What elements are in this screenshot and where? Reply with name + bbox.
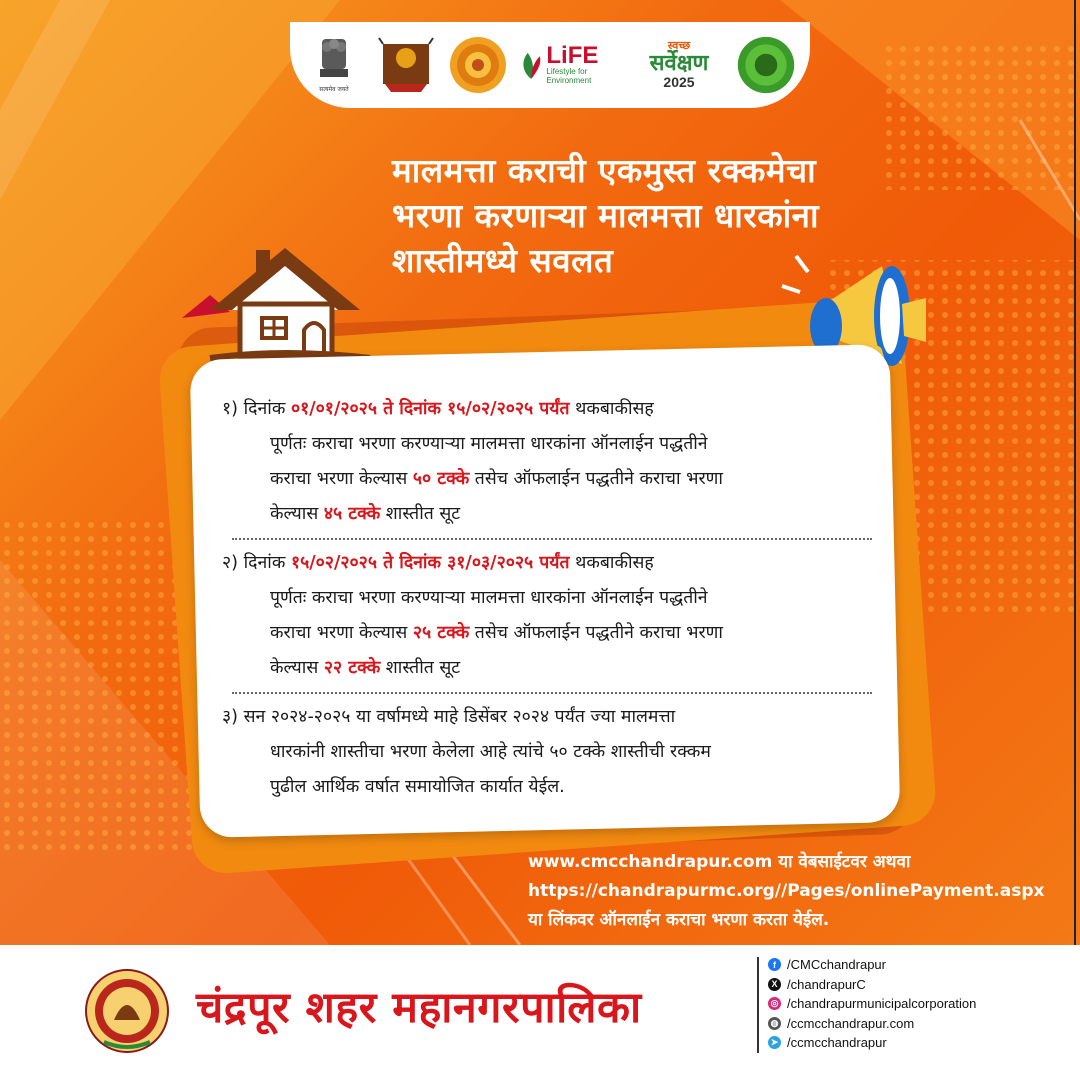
item-after: थकबाकीसह <box>569 399 654 419</box>
item-prefix: १) दिनांक <box>222 399 291 419</box>
social-row-instagram[interactable] <box>768 994 1078 1014</box>
item-date-range: १५/०२/२०२५ ते दिनांक ३१/०३/२०२५ पर्यंत <box>290 553 570 573</box>
emblem-caption: सत्यमेव जयते <box>319 86 349 93</box>
swachh-survekshan-logo <box>633 40 725 89</box>
social-handle[interactable]: /chandrapurC <box>787 976 866 992</box>
item-online-percent: २५ टक्के <box>412 623 470 643</box>
payment-note: या लिंकवर ऑनलाईन कराचा भरणा करता येईल. <box>528 910 830 930</box>
list-item <box>222 546 882 686</box>
item-line-3-c: तसेच ऑफलाईन पद्धतीने कराचा भरणा <box>469 623 723 643</box>
website-line[interactable]: www.cmcchandrapur.com या वेबसाईटवर अथवा <box>528 852 911 872</box>
corporation-seal-icon <box>84 968 170 1054</box>
list-item <box>222 700 882 805</box>
social-handle[interactable]: /ccmcchandrapur <box>787 1035 887 1051</box>
swachh-mid-text: सर्वेक्षण <box>649 50 709 76</box>
item-line-2: धारकांनी शास्तीचा भरणा केलेला आहे त्यांचे ५० टक्के शास्तीची रक्कम <box>270 742 711 762</box>
headline-line-3: शास्तीमध्ये सवलत <box>392 241 614 280</box>
social-handle[interactable]: /CMCchandrapur <box>787 957 886 973</box>
footer-divider <box>757 957 759 1053</box>
item-line-4-a: केल्यास <box>270 658 324 678</box>
headline-line-1: मालमत्ता कराची एकमुस्त रक्कमेचा <box>392 151 817 190</box>
state-seal-icon <box>447 34 509 96</box>
social-row-telegram[interactable] <box>768 1033 1078 1053</box>
social-handle[interactable]: /chandrapurmunicipalcorporation <box>787 996 977 1012</box>
item-line-1: ३) सन २०२४-२०२५ या वर्षामध्ये माहे डिसेंबर २०२४ पर्यंत ज्या मालमत्ता <box>222 707 676 727</box>
life-word: LiFE <box>546 42 599 70</box>
swachh-top-text: स्वच्छ <box>667 39 691 53</box>
city-mascot-icon <box>735 34 797 96</box>
web-icon: ◍ <box>768 1017 781 1030</box>
item-prefix: २) दिनांक <box>222 553 291 573</box>
item-line-4-c: शास्तीत सूट <box>380 504 461 524</box>
life-subtitle: Lifestyle for Environment <box>546 67 592 85</box>
item-line-2: पूर्णतः कराचा भरणा करण्याऱ्या मालमत्ता धारकांना ऑनलाईन पद्धतीने <box>270 588 708 608</box>
list-item <box>222 392 882 532</box>
leaf-icon <box>519 47 543 83</box>
logos-bar <box>290 22 810 108</box>
item-after: थकबाकीसह <box>569 553 654 573</box>
item-line-4-c: शास्तीत सूट <box>380 658 461 678</box>
instagram-icon: ◎ <box>768 997 781 1010</box>
social-row-facebook[interactable] <box>768 955 1078 975</box>
item-line-2: पूर्णतः कराचा भरणा करण्याऱ्या मालमत्ता धारकांना ऑनलाईन पद्धतीने <box>270 434 708 454</box>
headline-line-2: भरणा करणाऱ्या मालमत्ता धारकांना <box>392 196 820 235</box>
item-offline-percent: २२ टक्के <box>323 658 381 678</box>
social-row-x[interactable] <box>768 975 1078 995</box>
info-card-content <box>222 392 882 805</box>
swachh-year: 2025 <box>663 73 695 90</box>
payment-info <box>528 848 1048 935</box>
corporation-name: चंद्रपूर शहर महानगरपालिका <box>196 983 642 1033</box>
item-line-3-a: कराचा भरणा केल्यास <box>270 623 413 643</box>
dotted-divider <box>232 538 872 540</box>
maharashtra-emblem-icon <box>375 34 437 96</box>
telegram-icon: ➤ <box>768 1036 781 1049</box>
national-emblem-icon <box>303 34 365 96</box>
facebook-icon: f <box>768 958 781 971</box>
payment-link[interactable]: https://chandrapurmc.org//Pages/onlinePayment.aspx <box>528 881 1045 901</box>
item-date-range: ०१/०१/२०२५ ते दिनांक १५/०२/२०२५ पर्यंत <box>290 399 570 419</box>
right-edge-line <box>1074 0 1076 945</box>
dotted-divider <box>232 692 872 694</box>
social-row-web[interactable] <box>768 1014 1078 1034</box>
social-handle[interactable]: /ccmcchandrapur.com <box>787 1015 915 1031</box>
item-online-percent: ५० टक्के <box>412 469 470 489</box>
item-line-4-a: केल्यास <box>270 504 324 524</box>
item-line-3-a: कराचा भरणा केल्यास <box>270 469 413 489</box>
item-line-3: पुढील आर्थिक वर्षात समायोजित कार्यात येईल. <box>270 777 565 797</box>
life-logo <box>519 34 623 96</box>
social-links <box>768 955 1078 1053</box>
item-line-3-c: तसेच ऑफलाईन पद्धतीने कराचा भरणा <box>469 469 723 489</box>
item-offline-percent: ४५ टक्के <box>323 504 381 524</box>
x-icon: X <box>768 978 781 991</box>
